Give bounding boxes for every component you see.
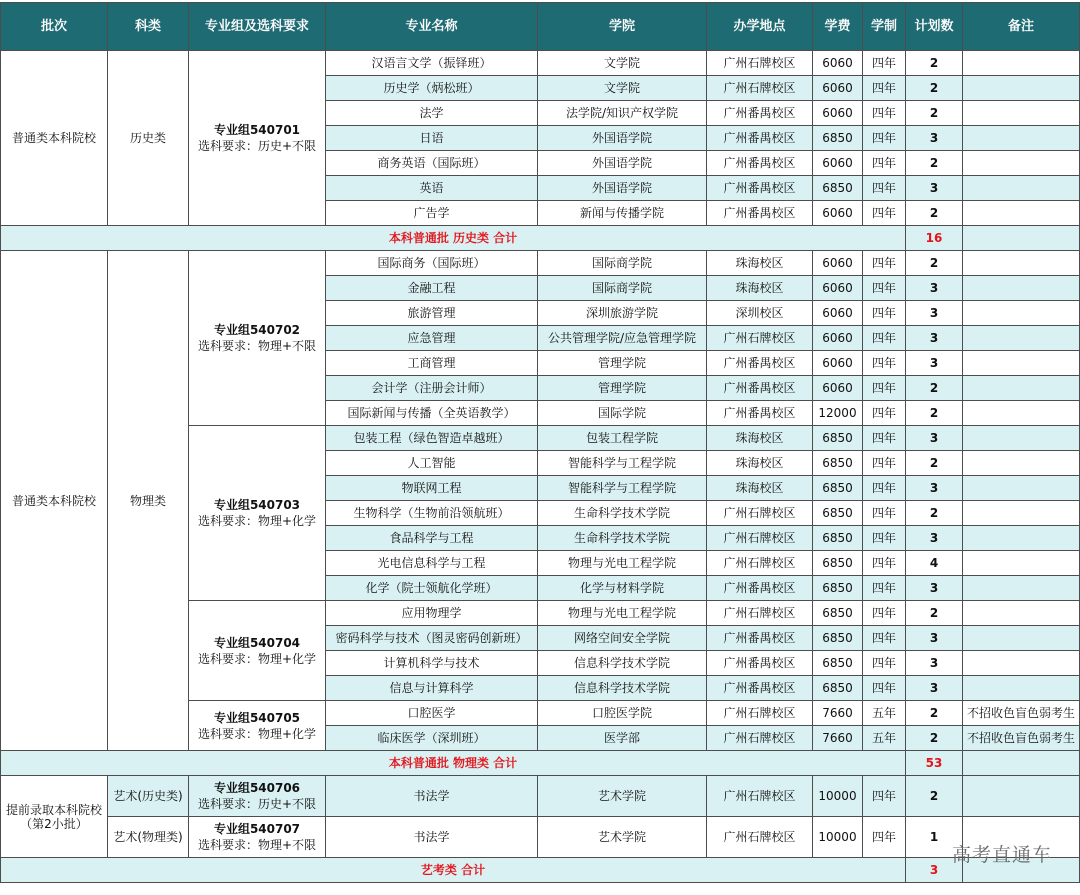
table-row xyxy=(1,776,1080,817)
college-name: 外国语学院 xyxy=(538,151,707,176)
college-name: 信息科学技术学院 xyxy=(538,676,707,701)
remark xyxy=(963,351,1080,376)
major-name: 光电信息科学与工程 xyxy=(326,551,538,576)
college-name: 生命科学技术学院 xyxy=(538,526,707,551)
total-row xyxy=(1,858,1080,883)
plan-count: 2 xyxy=(906,501,963,526)
remark xyxy=(963,76,1080,101)
major-name: 物联网工程 xyxy=(326,476,538,501)
tuition-fee: 6850 xyxy=(813,126,863,151)
study-years: 四年 xyxy=(863,626,906,651)
remark xyxy=(963,176,1080,201)
college-name: 国际商学院 xyxy=(538,251,707,276)
tuition-fee: 6850 xyxy=(813,551,863,576)
remark xyxy=(963,51,1080,76)
college-name: 包装工程学院 xyxy=(538,426,707,451)
tuition-fee: 7660 xyxy=(813,701,863,726)
study-years: 四年 xyxy=(863,251,906,276)
col-fee: 学费 xyxy=(813,3,863,51)
tuition-fee: 10000 xyxy=(813,776,863,817)
remark xyxy=(963,326,1080,351)
study-years: 四年 xyxy=(863,276,906,301)
remark xyxy=(963,126,1080,151)
campus: 广州番禺校区 xyxy=(707,676,813,701)
group-cell xyxy=(189,776,326,817)
tuition-fee: 10000 xyxy=(813,817,863,858)
group-requirement: 选科要求：物理+不限 xyxy=(197,838,317,852)
tuition-fee: 6850 xyxy=(813,451,863,476)
col-campus: 办学地点 xyxy=(707,3,813,51)
major-name: 生物科学（生物前沿领航班） xyxy=(326,501,538,526)
tuition-fee: 6060 xyxy=(813,76,863,101)
group-cell xyxy=(189,701,326,751)
major-name: 应用物理学 xyxy=(326,601,538,626)
college-name: 国际学院 xyxy=(538,401,707,426)
total-row xyxy=(1,226,1080,251)
college-name: 智能科学与工程学院 xyxy=(538,451,707,476)
major-name: 口腔医学 xyxy=(326,701,538,726)
plan-count: 1 xyxy=(906,817,963,858)
plan-count: 4 xyxy=(906,551,963,576)
group-code: 专业组540706 xyxy=(213,781,301,795)
major-name: 密码科学与技术（图灵密码创新班） xyxy=(326,626,538,651)
college-name: 公共管理学院/应急管理学院 xyxy=(538,326,707,351)
major-name: 应急管理 xyxy=(326,326,538,351)
study-years: 四年 xyxy=(863,601,906,626)
study-years: 四年 xyxy=(863,326,906,351)
admission-plan-table xyxy=(0,2,1080,883)
college-name: 医学部 xyxy=(538,726,707,751)
total-label: 本科普通批 历史类 合计 xyxy=(1,226,906,251)
tuition-fee: 6850 xyxy=(813,601,863,626)
campus: 珠海校区 xyxy=(707,451,813,476)
total-note xyxy=(963,226,1080,251)
study-years: 四年 xyxy=(863,501,906,526)
category-cell: 历史类 xyxy=(108,51,189,226)
tuition-fee: 6850 xyxy=(813,651,863,676)
study-years: 四年 xyxy=(863,301,906,326)
campus: 广州石牌校区 xyxy=(707,726,813,751)
study-years: 四年 xyxy=(863,51,906,76)
remark xyxy=(963,101,1080,126)
campus: 广州石牌校区 xyxy=(707,551,813,576)
campus: 广州番禺校区 xyxy=(707,176,813,201)
plan-count: 3 xyxy=(906,176,963,201)
tuition-fee: 6060 xyxy=(813,326,863,351)
plan-count: 2 xyxy=(906,376,963,401)
tuition-fee: 6850 xyxy=(813,576,863,601)
major-name: 书法学 xyxy=(326,817,538,858)
remark xyxy=(963,651,1080,676)
plan-count: 2 xyxy=(906,601,963,626)
col-batch: 批次 xyxy=(1,3,108,51)
college-name: 深圳旅游学院 xyxy=(538,301,707,326)
remark xyxy=(963,276,1080,301)
group-code: 专业组540702 xyxy=(213,323,301,337)
remark xyxy=(963,676,1080,701)
campus: 珠海校区 xyxy=(707,476,813,501)
group-code: 专业组540701 xyxy=(213,123,301,137)
col-category: 科类 xyxy=(108,3,189,51)
study-years: 四年 xyxy=(863,451,906,476)
plan-count: 3 xyxy=(906,426,963,451)
campus: 广州番禺校区 xyxy=(707,126,813,151)
group-requirement: 选科要求：物理+化学 xyxy=(197,726,317,741)
tuition-fee: 6850 xyxy=(813,176,863,201)
college-name: 智能科学与工程学院 xyxy=(538,476,707,501)
college-name: 国际商学院 xyxy=(538,276,707,301)
campus: 广州石牌校区 xyxy=(707,701,813,726)
remark xyxy=(963,476,1080,501)
group-cell xyxy=(189,426,326,601)
plan-count: 3 xyxy=(906,351,963,376)
campus: 珠海校区 xyxy=(707,276,813,301)
study-years: 四年 xyxy=(863,776,906,817)
major-name: 国际商务（国际班） xyxy=(326,251,538,276)
college-name: 物理与光电工程学院 xyxy=(538,601,707,626)
tuition-fee: 6060 xyxy=(813,276,863,301)
campus: 广州番禺校区 xyxy=(707,651,813,676)
plan-count: 3 xyxy=(906,476,963,501)
campus: 珠海校区 xyxy=(707,251,813,276)
table-row xyxy=(1,51,1080,76)
total-row xyxy=(1,751,1080,776)
plan-count: 3 xyxy=(906,576,963,601)
category-cell: 艺术(物理类) xyxy=(108,817,189,858)
col-major: 专业名称 xyxy=(326,3,538,51)
col-college: 学院 xyxy=(538,3,707,51)
campus: 广州番禺校区 xyxy=(707,376,813,401)
study-years: 五年 xyxy=(863,726,906,751)
col-note: 备注 xyxy=(963,3,1080,51)
major-name: 商务英语（国际班） xyxy=(326,151,538,176)
group-code: 专业组540705 xyxy=(213,710,301,725)
remark xyxy=(963,776,1080,817)
col-group: 专业组及选科要求 xyxy=(189,3,326,51)
group-requirement: 选科要求：历史+不限 xyxy=(197,139,317,153)
plan-count: 2 xyxy=(906,201,963,226)
study-years: 四年 xyxy=(863,576,906,601)
campus: 广州石牌校区 xyxy=(707,817,813,858)
header-row xyxy=(1,3,1080,51)
campus: 深圳校区 xyxy=(707,301,813,326)
plan-count: 3 xyxy=(906,526,963,551)
batch-cell: 提前录取本科院校（第2小批） xyxy=(1,776,108,858)
major-name: 工商管理 xyxy=(326,351,538,376)
major-name: 计算机科学与技术 xyxy=(326,651,538,676)
total-label: 艺考类 合计 xyxy=(1,858,906,883)
college-name: 管理学院 xyxy=(538,351,707,376)
category-cell: 物理类 xyxy=(108,251,189,751)
remark xyxy=(963,376,1080,401)
plan-count: 2 xyxy=(906,776,963,817)
study-years: 四年 xyxy=(863,476,906,501)
plan-count: 2 xyxy=(906,101,963,126)
major-name: 信息与计算科学 xyxy=(326,676,538,701)
study-years: 四年 xyxy=(863,401,906,426)
total-count: 16 xyxy=(906,226,963,251)
college-name: 外国语学院 xyxy=(538,176,707,201)
campus: 广州石牌校区 xyxy=(707,76,813,101)
major-name: 临床医学（深圳班） xyxy=(326,726,538,751)
major-name: 化学（院士领航化学班） xyxy=(326,576,538,601)
category-cell: 艺术(历史类) xyxy=(108,776,189,817)
plan-count: 2 xyxy=(906,51,963,76)
tuition-fee: 6850 xyxy=(813,526,863,551)
tuition-fee: 6850 xyxy=(813,426,863,451)
study-years: 四年 xyxy=(863,676,906,701)
plan-count: 3 xyxy=(906,276,963,301)
group-requirement: 选科要求：物理+化学 xyxy=(197,514,317,528)
group-code: 专业组540703 xyxy=(213,498,301,512)
tuition-fee: 6850 xyxy=(813,626,863,651)
plan-count: 3 xyxy=(906,326,963,351)
campus: 广州石牌校区 xyxy=(707,526,813,551)
college-name: 外国语学院 xyxy=(538,126,707,151)
col-years: 学制 xyxy=(863,3,906,51)
major-name: 汉语言文学（振铎班） xyxy=(326,51,538,76)
college-name: 口腔医学院 xyxy=(538,701,707,726)
campus: 广州番禺校区 xyxy=(707,351,813,376)
remark xyxy=(963,151,1080,176)
tuition-fee: 6060 xyxy=(813,151,863,176)
group-requirement: 选科要求：历史+不限 xyxy=(197,797,317,811)
major-name: 旅游管理 xyxy=(326,301,538,326)
group-cell xyxy=(189,251,326,426)
campus: 广州番禺校区 xyxy=(707,101,813,126)
study-years: 四年 xyxy=(863,426,906,451)
major-name: 法学 xyxy=(326,101,538,126)
college-name: 网络空间安全学院 xyxy=(538,626,707,651)
remark xyxy=(963,576,1080,601)
remark: 不招收色盲色弱考生 xyxy=(963,726,1080,751)
study-years: 四年 xyxy=(863,76,906,101)
major-name: 历史学（炳松班） xyxy=(326,76,538,101)
college-name: 管理学院 xyxy=(538,376,707,401)
college-name: 新闻与传播学院 xyxy=(538,201,707,226)
tuition-fee: 6060 xyxy=(813,201,863,226)
plan-count: 2 xyxy=(906,76,963,101)
plan-count: 2 xyxy=(906,701,963,726)
study-years: 四年 xyxy=(863,201,906,226)
study-years: 五年 xyxy=(863,701,906,726)
watermark-text: 高考直通车 xyxy=(951,844,1052,866)
college-name: 生命科学技术学院 xyxy=(538,501,707,526)
major-name: 广告学 xyxy=(326,201,538,226)
group-requirement: 选科要求：物理+化学 xyxy=(197,651,317,666)
college-name: 物理与光电工程学院 xyxy=(538,551,707,576)
study-years: 四年 xyxy=(863,526,906,551)
campus: 广州番禺校区 xyxy=(707,151,813,176)
remark xyxy=(963,251,1080,276)
total-label: 本科普通批 物理类 合计 xyxy=(1,751,906,776)
college-name: 艺术学院 xyxy=(538,817,707,858)
remark: 不招收色盲色弱考生 xyxy=(963,701,1080,726)
tuition-fee: 6850 xyxy=(813,676,863,701)
study-years: 四年 xyxy=(863,376,906,401)
table-row xyxy=(1,251,1080,276)
study-years: 四年 xyxy=(863,176,906,201)
plan-count: 3 xyxy=(906,126,963,151)
campus: 广州石牌校区 xyxy=(707,326,813,351)
remark xyxy=(963,201,1080,226)
college-name: 信息科学技术学院 xyxy=(538,651,707,676)
total-count: 53 xyxy=(906,751,963,776)
remark xyxy=(963,451,1080,476)
major-name: 人工智能 xyxy=(326,451,538,476)
tuition-fee: 6060 xyxy=(813,351,863,376)
plan-count: 2 xyxy=(906,401,963,426)
plan-count: 3 xyxy=(906,301,963,326)
major-name: 国际新闻与传播（全英语教学） xyxy=(326,401,538,426)
table-row xyxy=(1,817,1080,858)
remark xyxy=(963,626,1080,651)
tuition-fee: 6060 xyxy=(813,301,863,326)
major-name: 包装工程（绿色智造卓越班） xyxy=(326,426,538,451)
study-years: 四年 xyxy=(863,651,906,676)
tuition-fee: 6060 xyxy=(813,376,863,401)
campus: 广州石牌校区 xyxy=(707,601,813,626)
study-years: 四年 xyxy=(863,817,906,858)
remark xyxy=(963,526,1080,551)
plan-count: 2 xyxy=(906,251,963,276)
study-years: 四年 xyxy=(863,351,906,376)
college-name: 化学与材料学院 xyxy=(538,576,707,601)
remark xyxy=(963,401,1080,426)
major-name: 金融工程 xyxy=(326,276,538,301)
plan-count: 2 xyxy=(906,451,963,476)
remark xyxy=(963,426,1080,451)
plan-count: 3 xyxy=(906,651,963,676)
college-name: 文学院 xyxy=(538,51,707,76)
tuition-fee: 6850 xyxy=(813,476,863,501)
college-name: 文学院 xyxy=(538,76,707,101)
major-name: 会计学（注册会计师） xyxy=(326,376,538,401)
remark xyxy=(963,301,1080,326)
tuition-fee: 6850 xyxy=(813,501,863,526)
tuition-fee: 6060 xyxy=(813,101,863,126)
tuition-fee: 12000 xyxy=(813,401,863,426)
group-code: 专业组540707 xyxy=(213,822,301,836)
total-note xyxy=(963,751,1080,776)
campus: 广州番禺校区 xyxy=(707,201,813,226)
study-years: 四年 xyxy=(863,551,906,576)
campus: 广州石牌校区 xyxy=(707,51,813,76)
remark xyxy=(963,501,1080,526)
major-name: 食品科学与工程 xyxy=(326,526,538,551)
college-name: 艺术学院 xyxy=(538,776,707,817)
remark xyxy=(963,601,1080,626)
batch-cell: 普通类本科院校 xyxy=(1,51,108,226)
plan-count: 2 xyxy=(906,151,963,176)
tuition-fee: 6060 xyxy=(813,251,863,276)
college-name: 法学院/知识产权学院 xyxy=(538,101,707,126)
study-years: 四年 xyxy=(863,151,906,176)
major-name: 书法学 xyxy=(326,776,538,817)
plan-count: 3 xyxy=(906,676,963,701)
campus: 广州石牌校区 xyxy=(707,501,813,526)
campus: 珠海校区 xyxy=(707,426,813,451)
major-name: 日语 xyxy=(326,126,538,151)
tuition-fee: 7660 xyxy=(813,726,863,751)
group-requirement: 选科要求：物理+不限 xyxy=(197,339,317,353)
major-name: 英语 xyxy=(326,176,538,201)
remark xyxy=(963,551,1080,576)
tuition-fee: 6060 xyxy=(813,51,863,76)
plan-count: 2 xyxy=(906,726,963,751)
study-years: 四年 xyxy=(863,126,906,151)
group-cell xyxy=(189,51,326,226)
group-cell xyxy=(189,817,326,858)
batch-cell: 普通类本科院校 xyxy=(1,251,108,751)
total-count: 3 xyxy=(906,858,963,883)
group-cell xyxy=(189,601,326,701)
study-years: 四年 xyxy=(863,101,906,126)
campus: 广州番禺校区 xyxy=(707,401,813,426)
group-code: 专业组540704 xyxy=(213,635,301,650)
campus: 广州石牌校区 xyxy=(707,776,813,817)
campus: 广州番禺校区 xyxy=(707,576,813,601)
campus: 广州番禺校区 xyxy=(707,626,813,651)
plan-count: 3 xyxy=(906,626,963,651)
col-count: 计划数 xyxy=(906,3,963,51)
